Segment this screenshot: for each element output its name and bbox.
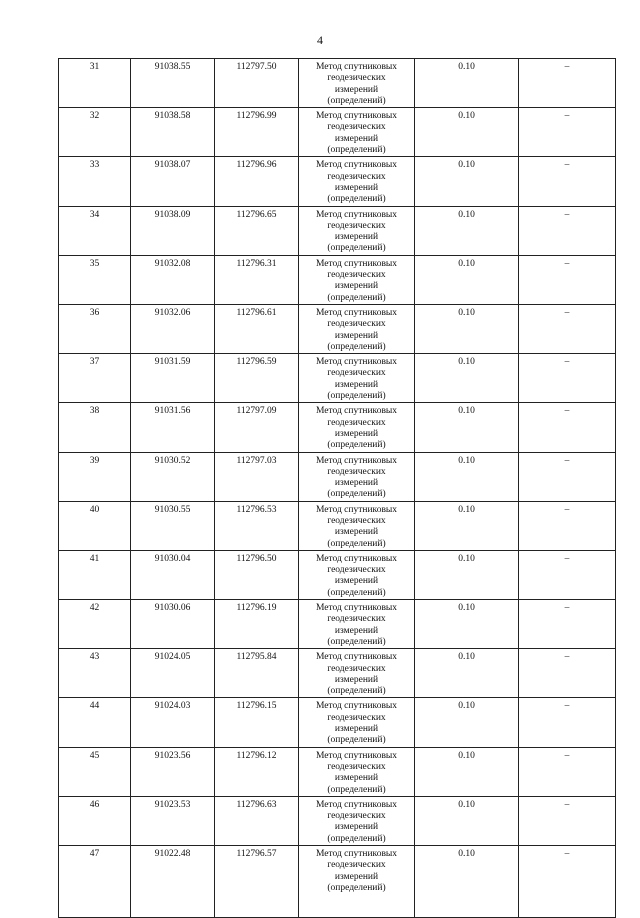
method-line: (определений): [327, 636, 386, 647]
y-coordinate-cell: 112796.53: [215, 501, 299, 550]
y-coordinate-cell: 112796.96: [215, 157, 299, 206]
y-coordinate-cell: 112796.99: [215, 108, 299, 157]
table-row: [59, 403, 616, 452]
accuracy-cell: 0.10: [415, 206, 519, 255]
accuracy-cell: 0.10: [415, 452, 519, 501]
page-number: 4: [317, 33, 323, 47]
point-number-cell: 36: [59, 304, 131, 353]
note-cell: –: [519, 157, 616, 206]
method-cell: [299, 501, 415, 550]
method-line: измерений: [334, 281, 379, 292]
point-number-cell: 43: [59, 649, 131, 698]
method-cell: [299, 747, 415, 796]
note-cell: –: [519, 255, 616, 304]
method-line: геодезических: [327, 73, 386, 84]
y-coordinate-cell: 112796.59: [215, 354, 299, 403]
method-line: Метод спутниковых: [315, 652, 398, 663]
x-coordinate-cell: 91030.52: [131, 452, 215, 501]
accuracy-cell: 0.10: [415, 157, 519, 206]
point-number-cell: 37: [59, 354, 131, 403]
method-line: геодезических: [327, 220, 386, 231]
method-line: измерений: [334, 724, 379, 735]
method-line: измерений: [334, 428, 379, 439]
method-line: геодезических: [327, 319, 386, 330]
method-line: Метод спутниковых: [315, 553, 398, 564]
method-line: Метод спутниковых: [315, 209, 398, 220]
x-coordinate-cell: 91023.53: [131, 796, 215, 845]
accuracy-cell: 0.10: [415, 59, 519, 108]
method-line: измерений: [334, 625, 379, 636]
method-cell: [299, 157, 415, 206]
y-coordinate-cell: 112796.63: [215, 796, 299, 845]
method-line: геодезических: [327, 417, 386, 428]
method-cell: [299, 846, 415, 918]
table-row: [59, 747, 616, 796]
point-number-cell: 42: [59, 600, 131, 649]
point-number-cell: 32: [59, 108, 131, 157]
accuracy-cell: 0.10: [415, 649, 519, 698]
method-line: геодезических: [327, 565, 386, 576]
note-cell: –: [519, 304, 616, 353]
method-line: измерений: [334, 773, 379, 784]
note-cell: –: [519, 698, 616, 747]
method-line: измерений: [334, 527, 379, 538]
method-line: (определений): [327, 538, 386, 549]
note-cell: –: [519, 354, 616, 403]
method-cell: [299, 59, 415, 108]
accuracy-cell: 0.10: [415, 501, 519, 550]
method-line: геодезических: [327, 466, 386, 477]
note-cell: –: [519, 796, 616, 845]
point-number-cell: 33: [59, 157, 131, 206]
note-cell: –: [519, 206, 616, 255]
x-coordinate-cell: 91030.04: [131, 550, 215, 599]
table-row: [59, 354, 616, 403]
accuracy-cell: 0.10: [415, 550, 519, 599]
method-line: Метод спутниковых: [315, 160, 398, 171]
note-cell: –: [519, 501, 616, 550]
table-row: [59, 59, 616, 108]
note-cell: –: [519, 108, 616, 157]
method-line: Метод спутниковых: [315, 357, 398, 368]
table-row: [59, 649, 616, 698]
method-line: Метод спутниковых: [315, 504, 398, 515]
x-coordinate-cell: 91038.55: [131, 59, 215, 108]
note-cell: –: [519, 600, 616, 649]
point-number-cell: 38: [59, 403, 131, 452]
method-line: измерений: [334, 871, 379, 882]
x-coordinate-cell: 91030.06: [131, 600, 215, 649]
method-line: Метод спутниковых: [315, 111, 398, 122]
method-cell: [299, 403, 415, 452]
y-coordinate-cell: 112796.65: [215, 206, 299, 255]
y-coordinate-cell: 112796.19: [215, 600, 299, 649]
method-line: Метод спутниковых: [315, 701, 398, 712]
method-line: Метод спутниковых: [315, 849, 398, 859]
method-line: (определений): [327, 194, 386, 205]
y-coordinate-cell: 112796.57: [215, 846, 299, 918]
method-line: (определений): [327, 489, 386, 500]
table-row: [59, 304, 616, 353]
note-cell: –: [519, 452, 616, 501]
method-line: (определений): [327, 784, 386, 795]
method-line: (определений): [327, 391, 386, 402]
note-cell: –: [519, 747, 616, 796]
method-cell: [299, 600, 415, 649]
y-coordinate-cell: 112797.09: [215, 403, 299, 452]
method-line: Метод спутниковых: [315, 406, 398, 417]
method-cell: [299, 108, 415, 157]
coordinates-table-body: [59, 59, 616, 918]
table-row: [59, 108, 616, 157]
method-line: измерений: [334, 84, 379, 95]
table-row: [59, 255, 616, 304]
x-coordinate-cell: 91031.59: [131, 354, 215, 403]
method-line: геодезических: [327, 761, 386, 772]
x-coordinate-cell: 91024.03: [131, 698, 215, 747]
table-row: [59, 796, 616, 845]
method-line: измерений: [334, 379, 379, 390]
method-line: измерений: [334, 576, 379, 587]
table-row: [59, 501, 616, 550]
method-cell: [299, 698, 415, 747]
method-line: (определений): [327, 686, 386, 697]
method-line: геодезических: [327, 270, 386, 281]
method-line: Метод спутниковых: [315, 799, 398, 810]
method-line: измерений: [334, 674, 379, 685]
method-line: Метод спутниковых: [315, 750, 398, 761]
point-number-cell: 41: [59, 550, 131, 599]
table-row: [59, 600, 616, 649]
note-cell: –: [519, 649, 616, 698]
y-coordinate-cell: 112796.15: [215, 698, 299, 747]
table-row: [59, 452, 616, 501]
point-number-cell: 44: [59, 698, 131, 747]
point-number-cell: 35: [59, 255, 131, 304]
x-coordinate-cell: 91032.06: [131, 304, 215, 353]
method-line: геодезических: [327, 712, 386, 723]
method-line: геодезических: [327, 171, 386, 182]
accuracy-cell: 0.10: [415, 698, 519, 747]
method-cell: [299, 206, 415, 255]
accuracy-cell: 0.10: [415, 403, 519, 452]
method-cell: [299, 452, 415, 501]
method-line: (определений): [327, 882, 386, 893]
accuracy-cell: 0.10: [415, 747, 519, 796]
accuracy-cell: 0.10: [415, 304, 519, 353]
accuracy-cell: 0.10: [415, 108, 519, 157]
note-cell: –: [519, 846, 616, 918]
y-coordinate-cell: 112796.61: [215, 304, 299, 353]
table-row: [59, 206, 616, 255]
method-line: измерений: [334, 232, 379, 243]
accuracy-cell: 0.10: [415, 600, 519, 649]
method-line: геодезических: [327, 663, 386, 674]
method-line: (определений): [327, 735, 386, 746]
point-number-cell: 46: [59, 796, 131, 845]
table-row: [59, 846, 616, 918]
method-cell: [299, 304, 415, 353]
note-cell: –: [519, 403, 616, 452]
point-number-cell: 45: [59, 747, 131, 796]
y-coordinate-cell: 112795.84: [215, 649, 299, 698]
method-line: измерений: [334, 822, 379, 833]
x-coordinate-cell: 91038.09: [131, 206, 215, 255]
method-line: Метод спутниковых: [315, 307, 398, 318]
point-number-cell: 31: [59, 59, 131, 108]
method-line: геодезических: [327, 515, 386, 526]
x-coordinate-cell: 91038.07: [131, 157, 215, 206]
method-line: Метод спутниковых: [315, 455, 398, 466]
method-line: (определений): [327, 833, 386, 844]
method-line: (определений): [327, 95, 386, 106]
method-line: (определений): [327, 145, 386, 156]
note-cell: –: [519, 550, 616, 599]
point-number-cell: 34: [59, 206, 131, 255]
point-number-cell: 40: [59, 501, 131, 550]
method-line: Метод спутниковых: [315, 62, 398, 72]
accuracy-cell: 0.10: [415, 846, 519, 918]
method-line: геодезических: [327, 614, 386, 625]
method-line: Метод спутниковых: [315, 603, 398, 614]
method-line: (определений): [327, 341, 386, 352]
method-line: геодезических: [327, 860, 386, 871]
method-line: измерений: [334, 478, 379, 489]
point-number-cell: 39: [59, 452, 131, 501]
method-cell: [299, 255, 415, 304]
y-coordinate-cell: 112796.50: [215, 550, 299, 599]
method-line: геодезических: [327, 368, 386, 379]
method-cell: [299, 550, 415, 599]
method-cell: [299, 354, 415, 403]
method-cell: [299, 649, 415, 698]
y-coordinate-cell: 112796.12: [215, 747, 299, 796]
y-coordinate-cell: 112797.50: [215, 59, 299, 108]
method-line: геодезических: [327, 122, 386, 133]
method-cell: [299, 796, 415, 845]
x-coordinate-cell: 91022.48: [131, 846, 215, 918]
table-row: [59, 157, 616, 206]
table-row: [59, 698, 616, 747]
method-line: (определений): [327, 292, 386, 303]
y-coordinate-cell: 112797.03: [215, 452, 299, 501]
accuracy-cell: 0.10: [415, 255, 519, 304]
x-coordinate-cell: 91024.05: [131, 649, 215, 698]
x-coordinate-cell: 91032.08: [131, 255, 215, 304]
accuracy-cell: 0.10: [415, 354, 519, 403]
x-coordinate-cell: 91030.55: [131, 501, 215, 550]
y-coordinate-cell: 112796.31: [215, 255, 299, 304]
method-line: (определений): [327, 243, 386, 254]
x-coordinate-cell: 91038.58: [131, 108, 215, 157]
accuracy-cell: 0.10: [415, 796, 519, 845]
method-line: геодезических: [327, 811, 386, 822]
coordinates-table: [58, 58, 616, 918]
method-line: Метод спутниковых: [315, 258, 398, 269]
method-line: измерений: [334, 133, 379, 144]
x-coordinate-cell: 91031.56: [131, 403, 215, 452]
x-coordinate-cell: 91023.56: [131, 747, 215, 796]
note-cell: –: [519, 59, 616, 108]
point-number-cell: 47: [59, 846, 131, 918]
table-row: [59, 550, 616, 599]
method-line: измерений: [334, 330, 379, 341]
method-line: (определений): [327, 587, 386, 598]
method-line: измерений: [334, 182, 379, 193]
method-line: (определений): [327, 440, 386, 451]
